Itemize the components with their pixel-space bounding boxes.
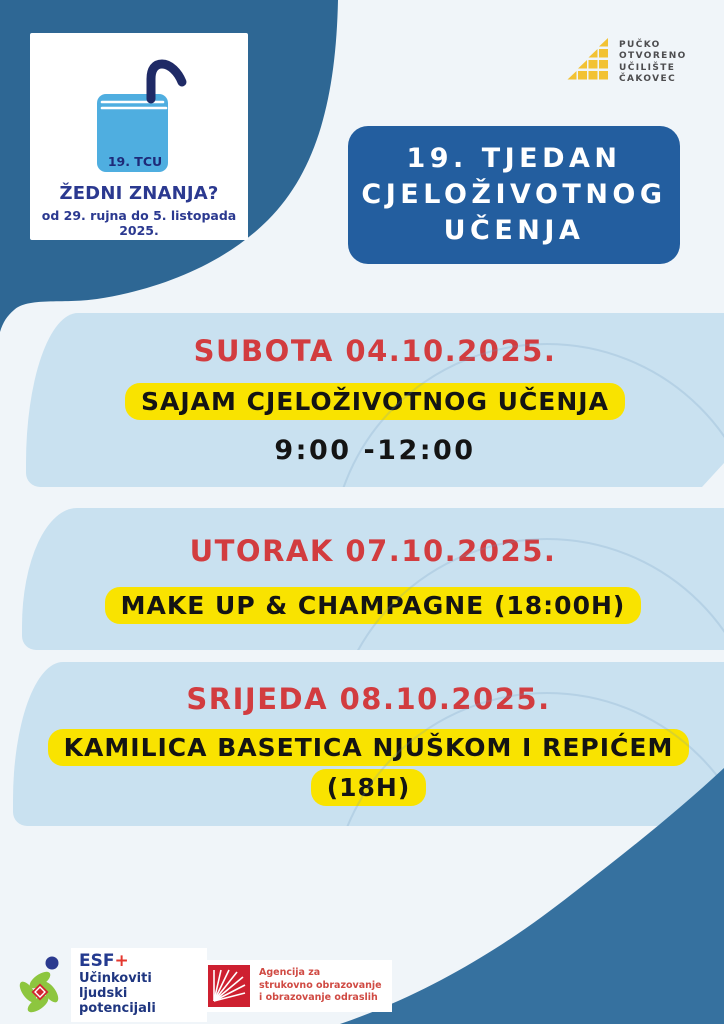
badge-date-range: od 29. rujna do 5. listopada 2025. [41,208,237,238]
event-title-line2: (18H) [326,773,411,803]
event-title: MAKE UP & CHAMPAGNE (18:00H) [120,591,626,621]
agency-line: strukovno obrazovanje [259,979,382,991]
event-title-highlight [125,383,625,420]
event-date: SRIJEDA 08.10.2025. [186,681,551,716]
org-logo [563,38,687,85]
org-logo-line: OTVORENO [619,51,687,62]
org-logo-line: ČAKOVEC [619,73,677,84]
agency-rays-icon [208,965,250,1007]
esf-plus: + [114,951,129,971]
poster-title-line: CJELOŽIVOTNOG [361,179,667,210]
banner-corner-cut [702,463,724,487]
event-date: UTORAK 07.10.2025. [189,533,557,568]
event-title: SAJAM CJELOŽIVOTNOG UČENJA [141,387,609,416]
event-date: SUBOTA 04.10.2025. [193,334,557,368]
book-label: 19. TCU [107,154,163,169]
esf-logo-block [18,948,207,1022]
poster-title-line: UČENJA [443,215,585,246]
org-logo-text [619,38,687,85]
agency-line: Agencija za [259,967,321,979]
esf-brand: ESF+ [79,951,129,971]
event-banner-tuesday [22,508,724,650]
org-logo-line: UČILIŠTE [619,62,676,73]
esf-subtitle: Učinkoviti ljudski potencijali [79,971,156,1016]
agency-logo-block [202,960,392,1012]
agency-line: i obrazovanje odraslih [259,992,378,1004]
event-title-highlight [105,587,642,624]
event-title-line1: KAMILICA BASETICA NJUŠKOM I REPIĆEM [63,733,674,763]
poster-title [348,126,680,264]
badge-tagline: ŽEDNI ZNANJA? [59,183,219,204]
event-time: 9:00 -12:00 [274,435,476,466]
event-banner-saturday [26,313,724,487]
esf-logo-text [71,948,207,1022]
poster-title-line: 19. TJEDAN [406,143,622,174]
agency-logo-text [259,967,382,1005]
org-logo-line: PUČKO [619,40,661,50]
triangle-steps-icon [563,38,609,82]
event-badge-card [30,33,248,240]
book-with-straw-icon [30,33,248,181]
esf-pinwheel-icon [18,954,64,1016]
